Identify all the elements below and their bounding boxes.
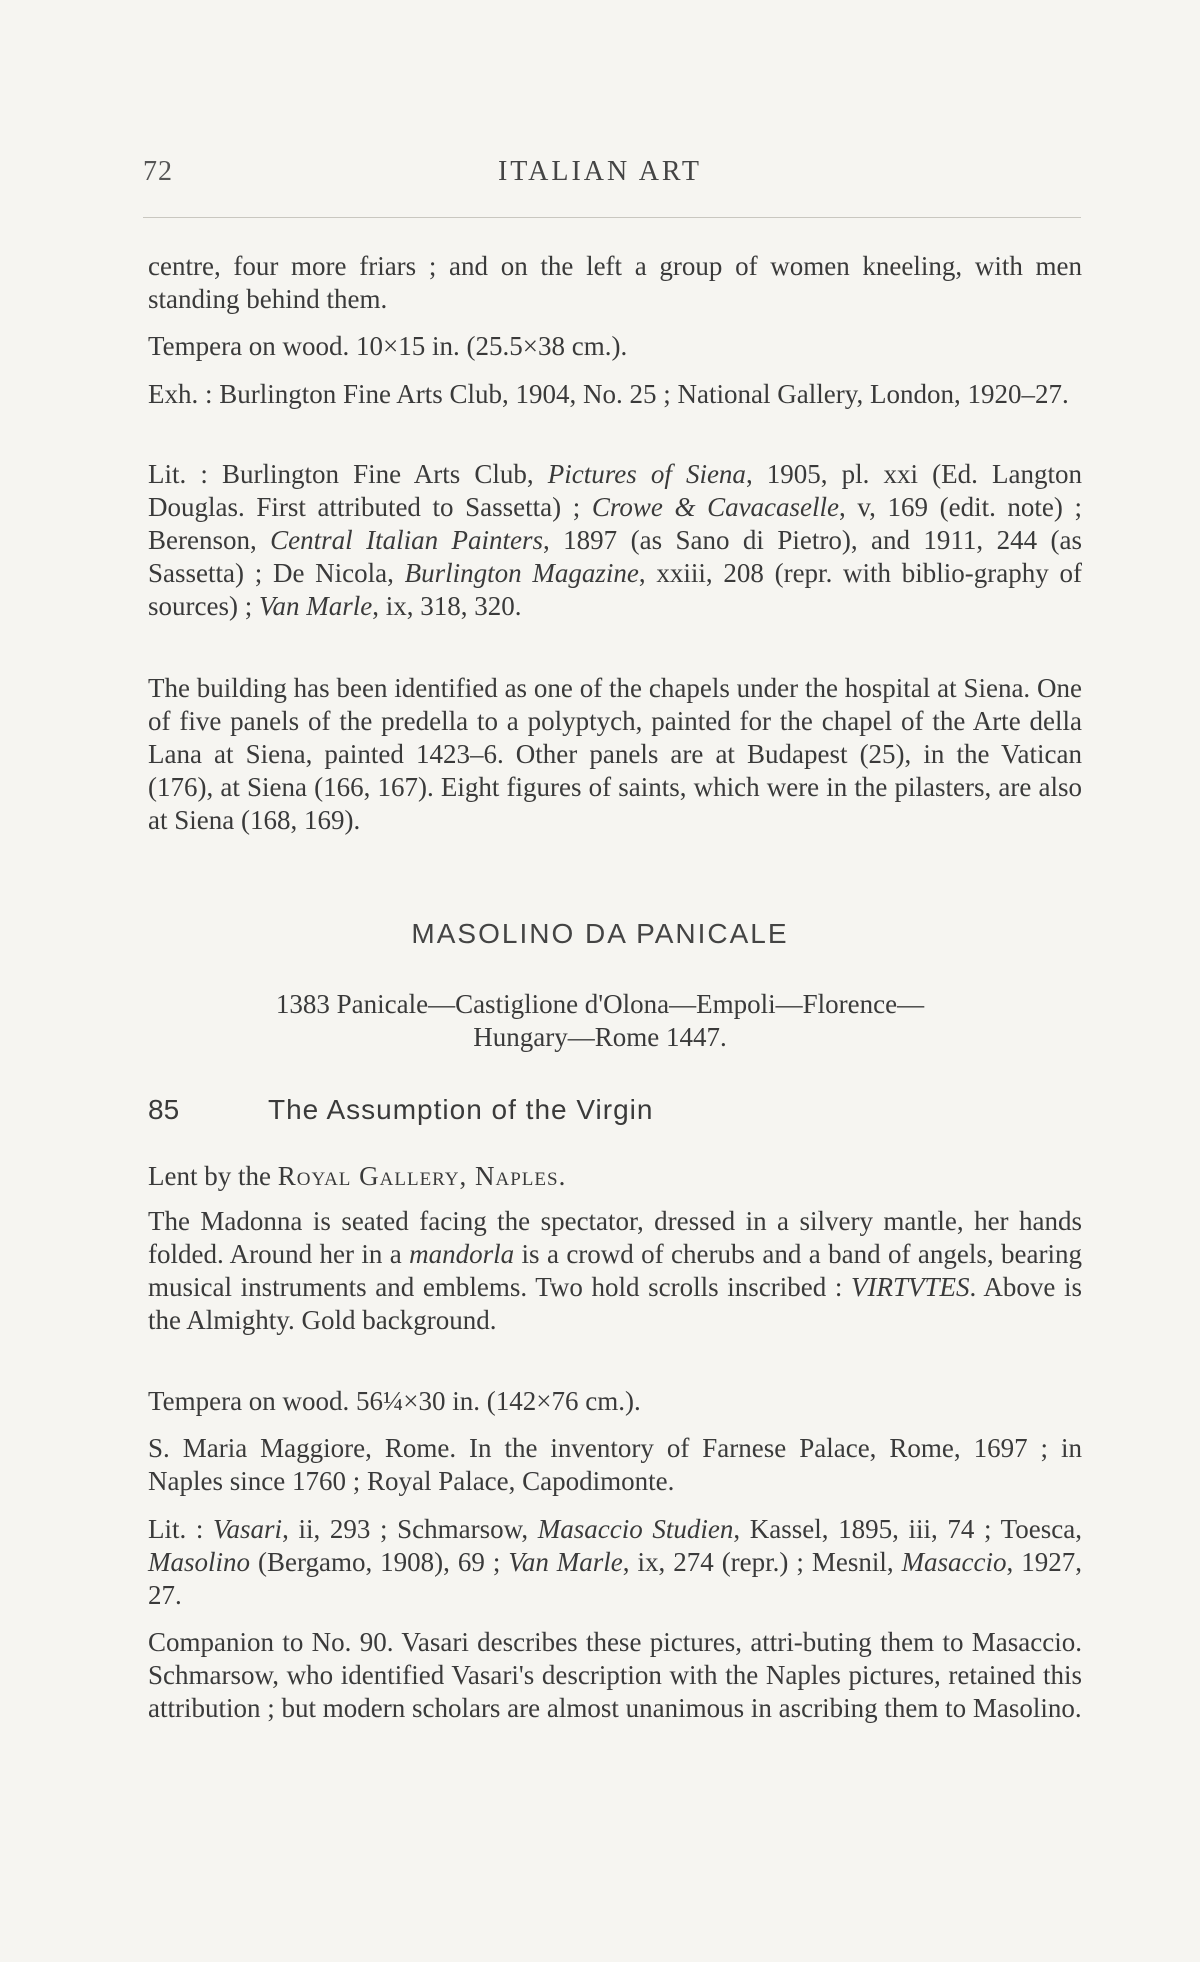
artist-dates-line1: 1383 Panicale—Castiglione d'Olona—Empoli—Florence— xyxy=(275,989,925,1019)
artwork-note: Companion to No. 90. Vasari describes these pictures, attri-buting them to Masaccio. Schmarsow, who identified Vasari's description with the Naples pictures, retained this attribution ; but modern scholars are almost unanimous in ascribing them to Masolino. xyxy=(148,1627,1082,1723)
description-continued: centre, four more friars ; and on the left a group of women kneeling, with men standing behind them. xyxy=(148,251,1082,314)
catalogue-number: 85 xyxy=(148,1094,180,1125)
artwork-title: The Assumption of the Virgin xyxy=(268,1094,654,1125)
lender-line: Lent by the Royal Gallery, Naples. xyxy=(148,1161,567,1191)
exhibitions: Exh. : Burlington Fine Arts Club, 1904, No. 25 ; National Gallery, London, 1920–27. xyxy=(148,379,1069,409)
provenance: S. Maria Maggiore, Rome. In the inventory of Farnese Palace, Rome, 1697 ; in Naples since 1760 ; Royal Palace, Capodimonte. xyxy=(148,1433,1082,1496)
artwork-description: The Madonna is seated facing the spectator, dressed in a silvery mantle, her hands folded. Around her in a mandorla is a crowd of cherubs and a band of angels, bearing musical instruments and emblems. Two hold scrolls inscribed : VIRTVTES. Above is the Almighty. Gold background. xyxy=(148,1206,1082,1335)
artist-dates-line2: Hungary—Rome 1447. xyxy=(473,1022,727,1052)
artist-name: MASOLINO DA PANICALE xyxy=(411,918,789,949)
running-title: ITALIAN ART xyxy=(497,156,703,187)
page-number: 72 xyxy=(143,156,173,187)
literature: Lit. : Burlington Fine Arts Club, Pictures of Siena, 1905, pl. xxi (Ed. Langton Douglas. First attributed to Sassetta) ; Crowe & Cavacaselle, v, 169 (edit. note) ; Berenson, Central Italian Painters, 1897 (as Sano di Pietro), and 1911, 244 (as Sassetta) ; De Nicola, Burlington Magazine, xxiii, 208 (repr. with biblio-graphy of sources) ; Van Marle, ix, 318, 320. xyxy=(148,459,1083,621)
medium-line: Tempera on wood. 10×15 in. (25.5×38 cm.). xyxy=(148,331,628,361)
entry-note: The building has been identified as one of the chapels under the hospital at Siena. One of five panels of the predella to a polyptych, painted for the chapel of the Arte della Lana at Siena, painted 1423–6. Other panels are at Budapest (25), in the Vatican (176), at Siena (166, 167). Eight figures of saints, which were in the pilasters, are also at Siena (168, 169). xyxy=(148,673,1082,835)
header-rule xyxy=(143,217,1081,218)
artwork-literature: Lit. : Vasari, ii, 293 ; Schmarsow, Masaccio Studien, Kassel, 1895, iii, 74 ; Toesca, Masolino (Bergamo, 1908), 69 ; Van Marle, ix, 274 (repr.) ; Mesnil, Masaccio, 1927, 27. xyxy=(148,1514,1082,1610)
artwork-medium: Tempera on wood. 56¼×30 in. (142×76 cm.). xyxy=(148,1386,641,1416)
